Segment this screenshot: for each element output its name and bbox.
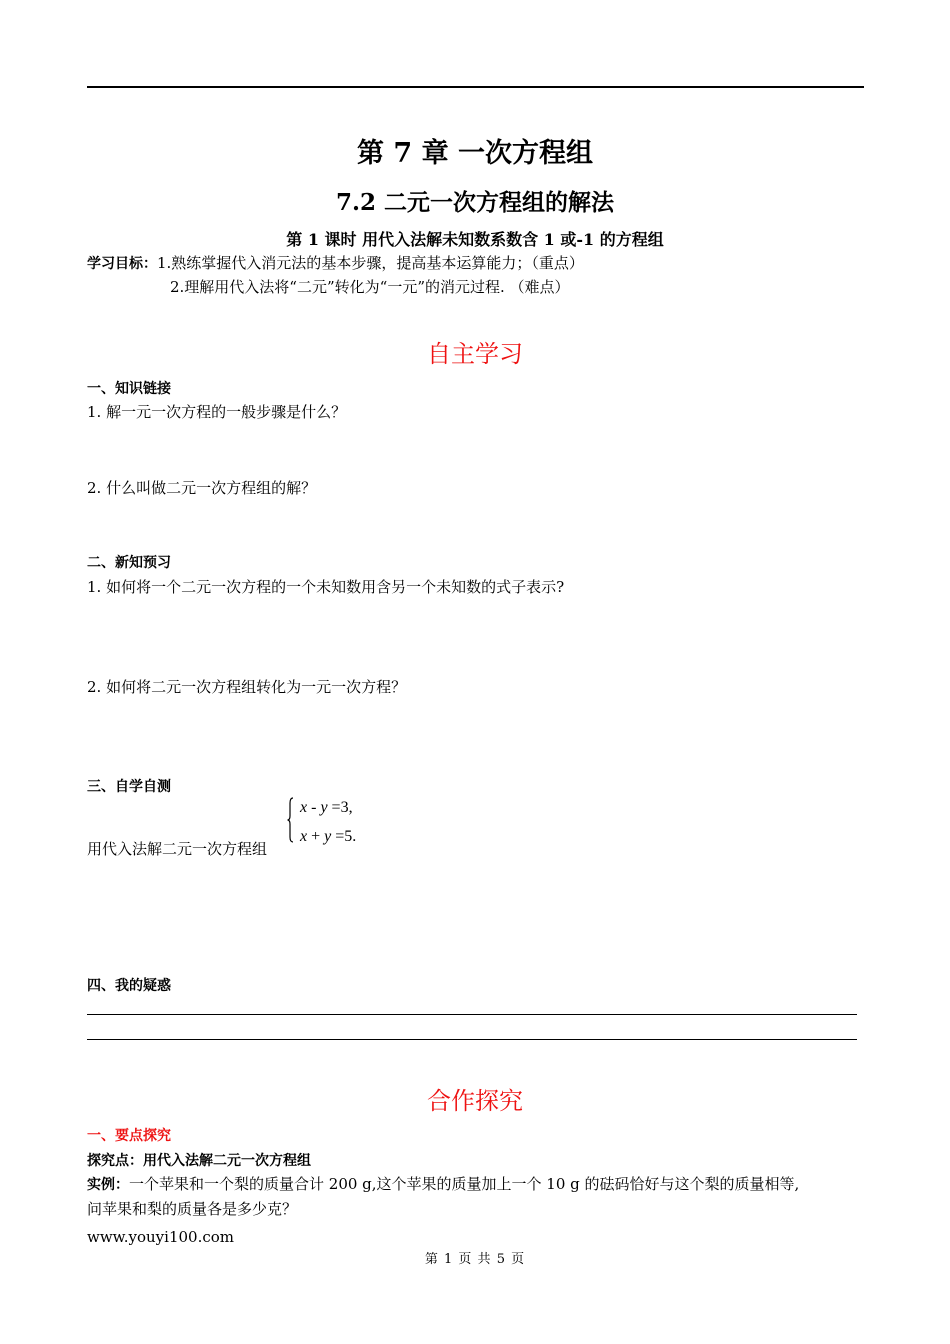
knowledge-question-1: 1. 解一元一次方程的一般步骤是什么？ (87, 403, 347, 421)
eq2-var-a: x (300, 828, 308, 845)
objective-1: 1.熟练掌握代入消元法的基本步骤，提高基本运算能力；（重点） (157, 254, 584, 272)
header-rule (87, 86, 864, 88)
eq2-var-b: y (324, 828, 332, 845)
example-line-2: 问苹果和梨的质量各是多少克？ (87, 1200, 298, 1218)
preview-question-1: 1. 如何将一个二元一次方程的一个未知数用含另一个未知数的式子表示? (87, 578, 565, 596)
objective-2: 2.理解用代入法将“二元”转化为“一元”的消元过程. （难点） (170, 278, 570, 296)
self-study-banner: 自主学习 (427, 340, 523, 368)
doubts-answer-line-1[interactable] (87, 1014, 857, 1015)
key-points-heading: 一、要点探究 (87, 1128, 171, 1144)
doubts-heading: 四、我的疑惑 (87, 978, 171, 994)
self-test-heading: 三、自学自测 (87, 779, 171, 795)
eq1-var-b: y (320, 799, 328, 816)
doubts-answer-line-2[interactable] (87, 1039, 857, 1040)
footer-website[interactable]: www.youyi100.com (87, 1228, 234, 1246)
equation-system-brace (287, 797, 295, 843)
eq1-operator: - (311, 799, 317, 816)
equation-2 (300, 828, 356, 846)
equation-1 (300, 799, 353, 817)
lesson-title: 第 1 课时 用代入法解未知数系数含 1 或-1 的方程组 (286, 230, 664, 249)
section-title: 7.2 二元一次方程组的解法 (335, 189, 615, 216)
cooperative-banner: 合作探究 (427, 1087, 523, 1115)
preview-question-2: 2. 如何将二元一次方程组转化为一元一次方程？ (87, 678, 407, 696)
preview-heading: 二、新知预习 (87, 555, 171, 571)
example-text-1: 一个苹果和一个梨的质量合计 200 g,这个苹果的质量加上一个 10 g 的砝码恰好与这个梨的质量相等, (129, 1175, 800, 1193)
objectives-label: 学习目标： (87, 256, 157, 272)
eq2-operator: + (311, 828, 321, 845)
eq2-rhs: =5. (335, 828, 357, 845)
knowledge-question-2: 2. 什么叫做二元一次方程组的解？ (87, 479, 317, 497)
example-label: 实例： (87, 1177, 129, 1193)
knowledge-link-heading: 一、知识链接 (87, 381, 171, 397)
exploration-point: 探究点：用代入法解二元一次方程组 (87, 1153, 311, 1169)
example-line-1 (87, 1173, 799, 1194)
eq1-rhs: =3, (331, 799, 353, 816)
eq1-var-a: x (300, 799, 308, 816)
chapter-title: 第 7 章 一次方程组 (357, 138, 593, 169)
objectives (87, 252, 584, 273)
footer-page-number: 第 1 页 共 5 页 (424, 1252, 526, 1267)
self-test-prompt: 用代入法解二元一次方程组 (87, 840, 268, 858)
